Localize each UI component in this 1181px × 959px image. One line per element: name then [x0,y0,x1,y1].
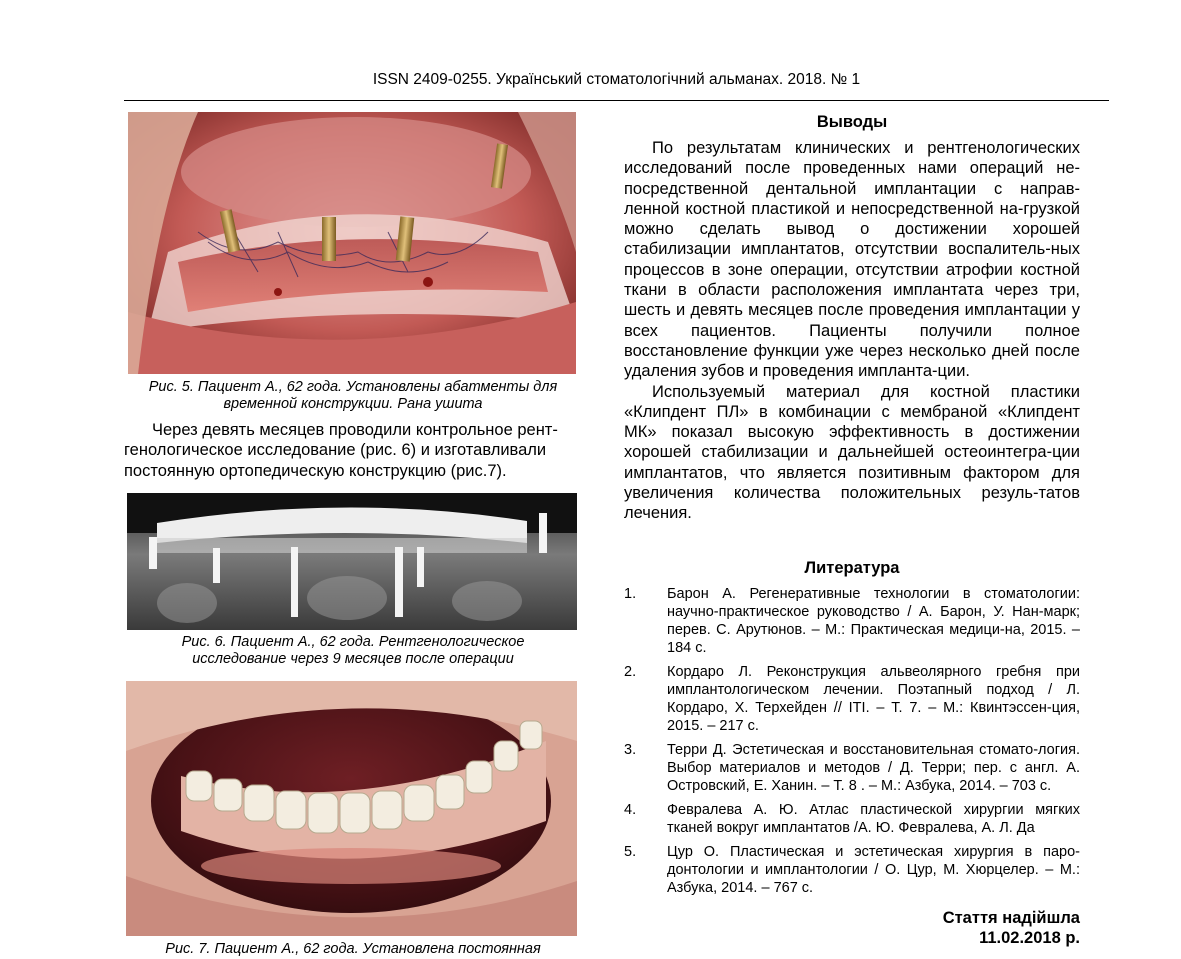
reference-number: 5. [624,844,637,860]
left-paragraph-line-3: постоянную ортопедическую конструкцию (рис.7). [124,461,507,480]
reference-item [624,741,1080,795]
reference-item [624,585,1080,657]
reference-number: 2. [624,664,637,680]
reference-list [624,585,1080,903]
received-date: 11.02.2018 р. [979,929,1080,947]
reference-number: 1. [624,586,637,602]
reference-text: Февралева А. Ю. Атлас пластической хирургии мягких тканей вокруг имплантатов /А. Ю. Февралева, А. Л. Да [667,802,1080,836]
header-rule [124,100,1109,101]
figure-5-photo [128,112,576,374]
figure-6-caption-line-1: Рис. 6. Пациент А., 62 года. Рентгенологическое [181,634,525,650]
figure-7-photo [126,681,577,936]
reference-item [624,663,1080,735]
figure-7-caption [124,941,582,958]
figure-7-caption-line-1: Рис. 7. Пациент А., 62 года. Установлена постоянная [165,941,541,957]
reference-text: Барон А. Регенеративные технологии в стоматологии: научно-практическое руководство / А. Барон, У. Нан-марк; перев. С. Арутюнов. – М.: Практическая медици-на, 2015. –184 с. [667,586,1080,656]
literature-heading: Литература [804,559,900,577]
left-paragraph [124,420,580,481]
figure-5-caption [124,379,582,413]
reference-text: Кордаро Л. Реконструкция альвеолярного гребня при имплантологическом лечении. Поэтапный подход / Л. Кордаро, Х. Терхейден // ITI. – Т. 7. – М.: Квинтэссен-ция, 2015. – 217 с. [667,664,1080,734]
journal-header: ISSN 2409-0255. Український стоматологічний альманах. 2018. № 1 [372,71,861,88]
conclusions-body [624,138,1080,524]
conclusions-heading: Выводы [816,113,888,131]
reference-text: Терри Д. Эстетическая и восстановительная стомато-логия. Выбор материалов и методов / Д. Терри; пер. с англ. А. Островский, Е. Ханин. – Т. 8 . – М.: Азбука, 2014. – 703 с. [667,742,1080,794]
received-note [943,908,1080,948]
left-paragraph-line-2: генологическое исследование (рис. 6) и изготавливали [124,441,547,460]
figure-6-caption [124,634,582,668]
figure-5-caption-line-2: временной конструкции. Рана ушита [223,396,483,412]
conclusions-paragraph-1: По результатам клинических и рентгенологических исследований после проведенных нами операций не-посредственной дентальной имплантации с направ-ленной костной пластикой и непосредственной на-грузкой можно сделать вывод о достижении хорошей стабилизации имплантатов, отсутствии воспалитель-ных процессов в зоне операции, отсутствии атрофии костной ткани в области расположения имплантата через три, шесть и девять месяцев после проведения имплантации у всех пациентов. Пациенты получили полное восстановление функции уже через несколько дней после удаления зубов и проведения импланта-ции. [624,139,1080,381]
figure-6-xray [127,493,577,630]
reference-item [624,801,1080,837]
reference-number: 4. [624,802,637,818]
reference-number: 3. [624,742,637,758]
left-paragraph-line-1: Через девять месяцев проводили контрольное рент- [152,421,558,439]
figure-6-caption-line-2: исследование через 9 месяцев после операции [192,651,514,667]
reference-text: Цур О. Пластическая и эстетическая хирургия в паро-донтологии и имплантологии / О. Цур, М. Хюрцелер. – М.: Азбука, 2014. – 767 с. [667,844,1080,896]
figure-5-caption-line-1: Рис. 5. Пациент А., 62 года. Установлены абатменты для [148,379,558,395]
received-label: Стаття надійшла [942,909,1080,927]
conclusions-paragraph-2: Используемый материал для костной пластики «Клипдент ПЛ» в комбинации с мембраной «Клипдент МК» показал высокую эффективность в достижении хорошей стабилизации и дальнейшей остеоинтегра-ции имплантатов, что является позитивным фактором для увеличения количества положительных резуль-татов лечения. [624,382,1080,523]
reference-item [624,843,1080,897]
